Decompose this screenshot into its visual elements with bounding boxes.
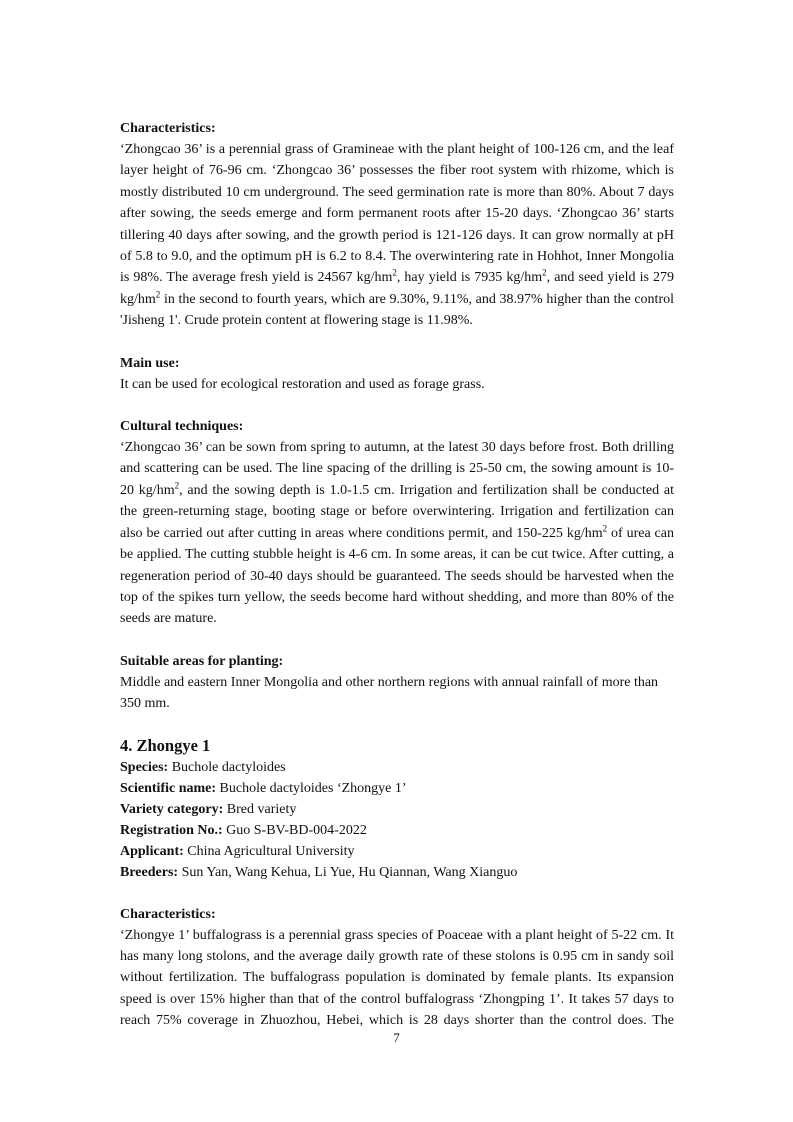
superscript: 2 bbox=[174, 480, 180, 491]
field-value: Buchole dactyloides bbox=[168, 759, 286, 775]
document-page bbox=[120, 118, 674, 1032]
text-run: ‘Zhongcao 36’ is a perennial grass of Gramineae with the plant height of 100-126 cm, and the leaf layer height of 76-96 cm. ‘Zhongcao 36’ possesses the fiber root system with rhizome, which is mostly distributed 10 cm underground. The seed germination rate is more than 80%. About 7 days after sowing, the seeds emerge and form permanent roots after 15-20 days. ‘Zhongcao 36’ starts tillering 40 days after sowing, and the growth period is 121-126 days. It can grow normally at pH of 5.8 to 9.0, and the optimum pH is 6.2 to 8.4. The overwintering rate in Hohhot, Inner Mongolia is 98%. The average fresh yield is 24567 kg/hm bbox=[120, 142, 674, 286]
field-label: Scientific name: bbox=[120, 780, 217, 796]
superscript: 2 bbox=[602, 523, 608, 534]
cultural-techniques-heading: Cultural techniques: bbox=[120, 419, 244, 435]
main-use-heading: Main use: bbox=[120, 355, 180, 371]
field-applicant bbox=[120, 841, 674, 862]
field-value: Bred variety bbox=[223, 801, 297, 817]
superscript: 2 bbox=[542, 267, 547, 278]
field-label: Breeders: bbox=[120, 864, 179, 880]
spacer bbox=[120, 630, 674, 651]
spacer bbox=[120, 715, 674, 735]
field-value: Guo S-BV-BD-004-2022 bbox=[222, 822, 367, 838]
superscript: 2 bbox=[155, 289, 161, 300]
spacer bbox=[120, 883, 674, 904]
spacer bbox=[120, 395, 674, 416]
field-label: Applicant: bbox=[120, 843, 184, 859]
field-breeders bbox=[120, 862, 674, 883]
field-value: Sun Yan, Wang Kehua, Li Yue, Hu Qiannan, Wang Xianguo bbox=[178, 864, 518, 880]
text-run: of urea can be applied. The cutting stubble height is 4-6 cm. In some areas, it can be cut twice. After cutting, a regeneration period of 30-40 days should be guaranteed. The seeds should be harvested when the top of the spikes turn yellow, the seeds become hard without shedding, and more than 80% of the seeds are mature. bbox=[120, 525, 674, 627]
characteristics-paragraph bbox=[120, 139, 674, 332]
characteristics-paragraph-2: ‘Zhongye 1’ buffalograss is a perennial grass species of Poaceae with a plant height of 5-22 cm. It has many long stolons, and the average daily growth rate of these stolons is 0.95 cm in sandy soil without fertilization. The buffalograss population is dominated by female plants. Its expansion speed is over 15% higher than that of the control buffalograss ‘Zhongping 1’. It takes 57 days to reach 75% coverage in Zhuozhou, Hebei, which is 28 days shorter than the control does. The bbox=[120, 927, 674, 1029]
field-registration-no bbox=[120, 820, 674, 841]
text-run: in the second to fourth years, which are 9.30%, 9.11%, and 38.97% higher than the control 'Jisheng 1'. Crude protein content at flowering stage is 11.98%. bbox=[120, 291, 674, 329]
field-value: Buchole dactyloides ‘Zhongye 1’ bbox=[216, 780, 407, 796]
field-label: Species: bbox=[120, 759, 169, 775]
main-use-paragraph: It can be used for ecological restoration and used as forage grass. bbox=[120, 376, 485, 392]
field-variety-category bbox=[120, 799, 674, 820]
superscript: 2 bbox=[392, 267, 397, 278]
field-label: Variety category: bbox=[120, 801, 224, 817]
field-scientific-name bbox=[120, 778, 674, 799]
field-label: Registration No.: bbox=[120, 822, 223, 838]
spacer bbox=[120, 332, 674, 353]
characteristics-heading-2: Characteristics: bbox=[120, 906, 216, 922]
cultural-techniques-paragraph bbox=[120, 437, 674, 630]
text-run: ‘Zhongcao 36’ can be sown from spring to autumn, at the latest 30 days before frost. Both drilling and scattering can be used. The line spacing of the drilling is 25-50 cm, the sowing amount is 10-20 kg/hm bbox=[120, 440, 674, 498]
characteristics-heading: Characteristics: bbox=[120, 121, 216, 136]
suitable-areas-paragraph: Middle and eastern Inner Mongolia and other northern regions with annual rainfall of more than 350 mm. bbox=[120, 674, 659, 712]
suitable-areas-heading: Suitable areas for planting: bbox=[120, 653, 284, 669]
field-value: China Agricultural University bbox=[183, 843, 355, 859]
text-run: , hay yield is 7935 kg/hm bbox=[396, 270, 543, 286]
text-run: , and the sowing depth is 1.0-1.5 cm. Irrigation and fertilization shall be conducted at the green-returning stage, booting stage or before overwintering. Irrigation and fertilization can also be carried out after cutting in areas where conditions permit, and 150-225 kg/hm bbox=[120, 482, 675, 541]
variety-title: 4. Zhongye 1 bbox=[120, 735, 211, 755]
field-species bbox=[120, 757, 674, 778]
text-run: , and seed yield is 279 kg/hm bbox=[120, 270, 674, 307]
page-number: 7 bbox=[393, 1030, 400, 1045]
